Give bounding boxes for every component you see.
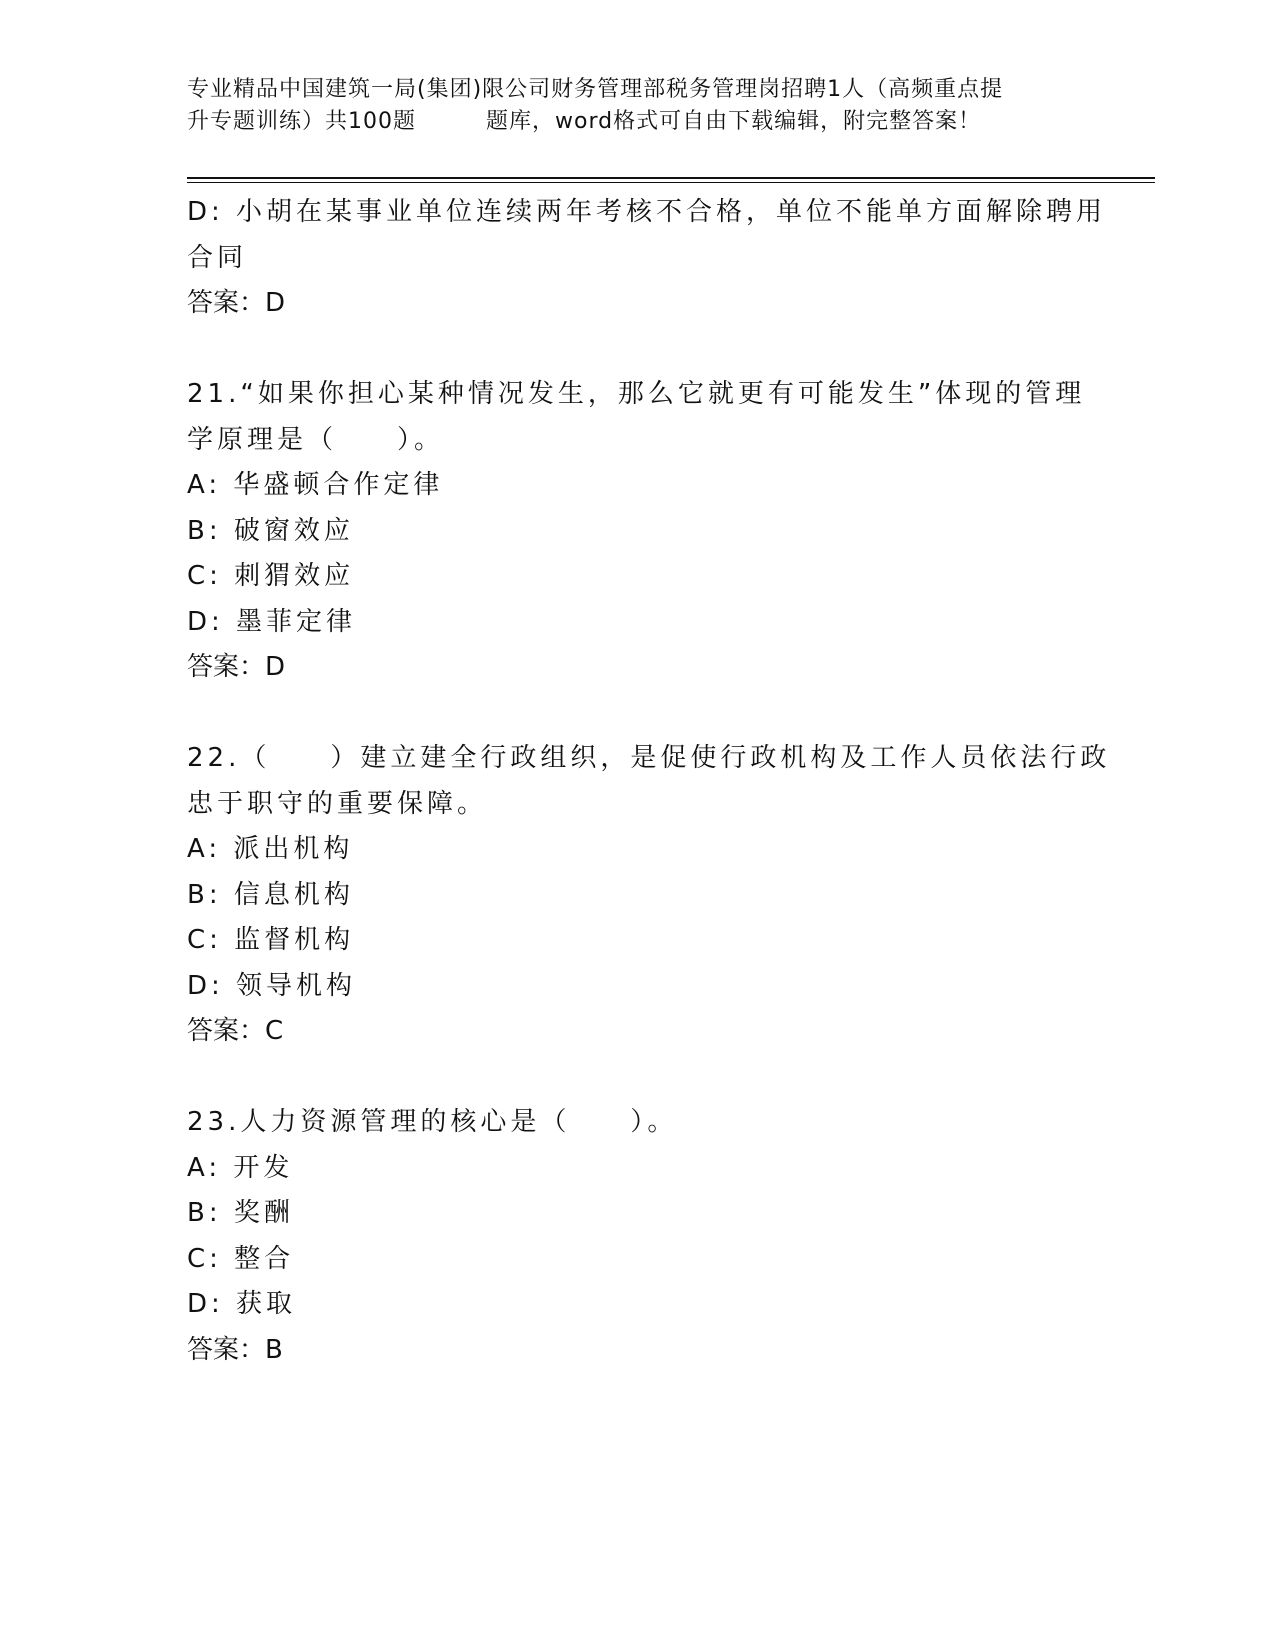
header-line-2-left: 升专题训练）共100题 — [187, 109, 416, 134]
option-b: B: 奖酬 — [187, 1198, 294, 1228]
question-spacer — [187, 327, 1087, 373]
option-d: D: 获取 — [187, 1289, 297, 1319]
header-line-2 — [187, 106, 1087, 138]
answer: 答案：D — [187, 288, 286, 318]
header-line-2-right: 题库，word格式可自由下载编辑，附完整答案！ — [486, 109, 982, 134]
header-divider-thin — [187, 182, 1155, 183]
option-a: A: 华盛顿合作定律 — [187, 470, 444, 500]
answer: 答案：C — [187, 1016, 284, 1046]
option-a: A: 派出机构 — [187, 834, 354, 864]
question-stem: 23.人力资源管理的核心是（ ）。 — [187, 1107, 678, 1137]
option-d-continued: 合同 — [187, 242, 248, 273]
question-20-tail — [187, 190, 1107, 327]
option-c: C: 监督机构 — [187, 925, 355, 955]
question-21 — [187, 372, 1087, 691]
answer: 答案：B — [187, 1334, 283, 1365]
option-d: D: 领导机构 — [187, 970, 357, 1001]
header-line-1: 专业精品中国建筑一局(集团)限公司财务管理部税务管理岗招聘1人（高频重点提 — [187, 77, 1004, 102]
header-divider-thick — [187, 177, 1155, 179]
question-23 — [187, 1100, 1087, 1373]
option-d: D: 小胡在某事业单位连续两年考核不合格，单位不能单方面解除聘用 — [187, 197, 1107, 227]
question-stem: 22.（ ）建立建全行政组织，是促使行政机构及工作人员依法行政 — [187, 743, 1111, 773]
option-b: B: 信息机构 — [187, 879, 354, 910]
question-stem-continued: 忠于职守的重要保障。 — [187, 788, 488, 819]
option-c: C: 整合 — [187, 1243, 295, 1274]
document-header — [187, 74, 1087, 138]
question-stem: 21.“如果你担心某种情况发生，那么它就更有可能发生”体现的管理 — [187, 379, 1086, 409]
option-d: D: 墨菲定律 — [187, 606, 357, 637]
question-spacer — [187, 1055, 1087, 1101]
question-content — [187, 190, 1111, 1373]
question-stem-continued: 学原理是（ ）。 — [187, 424, 445, 455]
question-spacer — [187, 691, 1087, 737]
option-a: A: 开发 — [187, 1152, 294, 1183]
option-b: B: 破窗效应 — [187, 515, 354, 546]
option-c: C: 刺猬效应 — [187, 561, 355, 591]
answer: 答案：D — [187, 652, 286, 682]
question-22 — [187, 736, 1111, 1055]
